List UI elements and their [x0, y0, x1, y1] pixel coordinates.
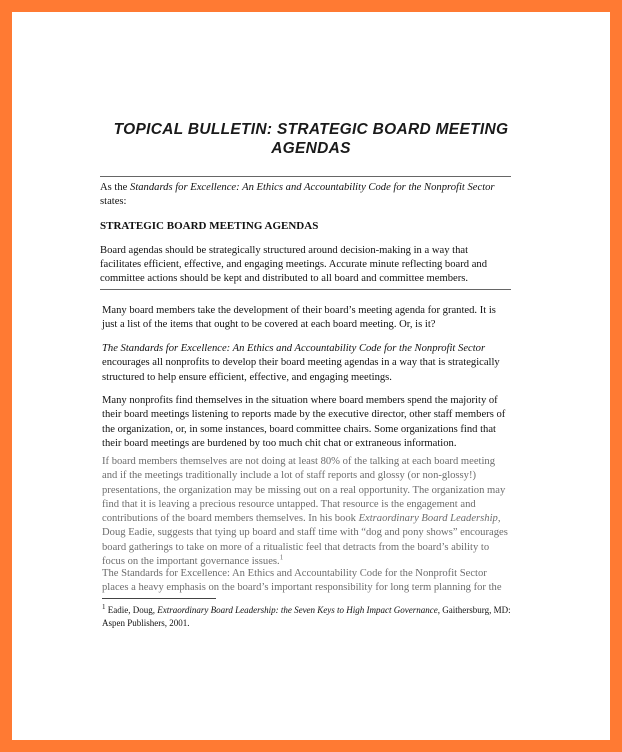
- paragraph-1: Many board members take the development of their board’s meeting agenda for granted. It is just a list of the items that ought to be covered at each board meeting. Or, is it?: [102, 305, 496, 331]
- paragraph-3: Many nonprofits find themselves in the situation where board members spend the majority of their board meetings listening to reports made by the executive director, other staff members of the organization, or, in some instances, board committee chairs. Some organizations find that their board meetings are burdened by too much chit chat or extraneous information.: [102, 395, 506, 449]
- paragraph-4-book-title: Extraordinary Board Leadership,: [358, 513, 501, 525]
- footnote-divider: [102, 598, 216, 599]
- paragraph-2: [102, 342, 512, 385]
- paragraph-5: The Standards for Excellence: An Ethics and Accountability Code for the Nonprofit Sector places a heavy emphasis on the board’s important responsibility for long term planning for the: [102, 568, 502, 594]
- standards-quote-box: [100, 176, 511, 290]
- document-title: [12, 120, 610, 158]
- footnote-book-title: Extraordinary Board Leadership: the Seven Keys to High Impact Governance: [157, 605, 438, 615]
- footnote-number: 1: [102, 603, 106, 611]
- title-line-1: TOPICAL BULLETIN: STRATEGIC BOARD MEETING: [113, 121, 509, 138]
- quote-heading: STRATEGIC BOARD MEETING AGENDAS: [100, 219, 319, 232]
- paragraph-4-text-a: If board members themselves are not doing at least 80% of the talking at each board meeting and if the meetings traditionally include a lot of staff reports and glossy (or non-glossy!) presentations, the organization may be missing out on a real opportunity. The organization may find that it is leaving a precious resource untapped. That resource is the engagement and contributions of the board members themselves. In his book: [102, 456, 506, 525]
- title-line-2: AGENDAS: [271, 140, 351, 157]
- intro-suffix: states:: [100, 196, 127, 208]
- paragraph-4: [102, 455, 512, 569]
- footnote-prefix: Eadie, Doug,: [105, 605, 158, 615]
- paragraph-2-standards-title: The Standards for Excellence: An Ethics and Accountability Code for the Nonprofit Sector: [102, 343, 486, 354]
- intro-prefix: As the: [100, 182, 131, 193]
- paragraph-2-text: encourages all nonprofits to develop their board meeting agendas in a way that is strategically structured to help ensure efficient, effective, and engaging meetings.: [102, 357, 500, 383]
- footnote-suffix: , Gaithersburg, MD: Aspen Publishers, 2001.: [102, 605, 511, 628]
- footnote-reference: 1: [279, 553, 284, 562]
- quote-intro: [100, 181, 511, 210]
- footnote: [102, 604, 512, 629]
- paragraph-4-text-b: Doug Eadie, suggests that tying up board and staff time with “dog and pony shows” encourages board gatherings to take on more of a ritualistic feel that detracts from the board’s ability to focus on the important governance issues.: [102, 527, 508, 568]
- quote-body: Board agendas should be strategically structured around decision-making in a way that facilitates efficient, effective, and engaging meetings. Accurate minute reflecting board and committee actions should be kept and distributed to all board and committee members.: [100, 244, 487, 285]
- document-page: [12, 12, 610, 740]
- intro-standards-title: Standards for Excellence: An Ethics and Accountability Code for the Nonprofit Sector: [130, 182, 495, 193]
